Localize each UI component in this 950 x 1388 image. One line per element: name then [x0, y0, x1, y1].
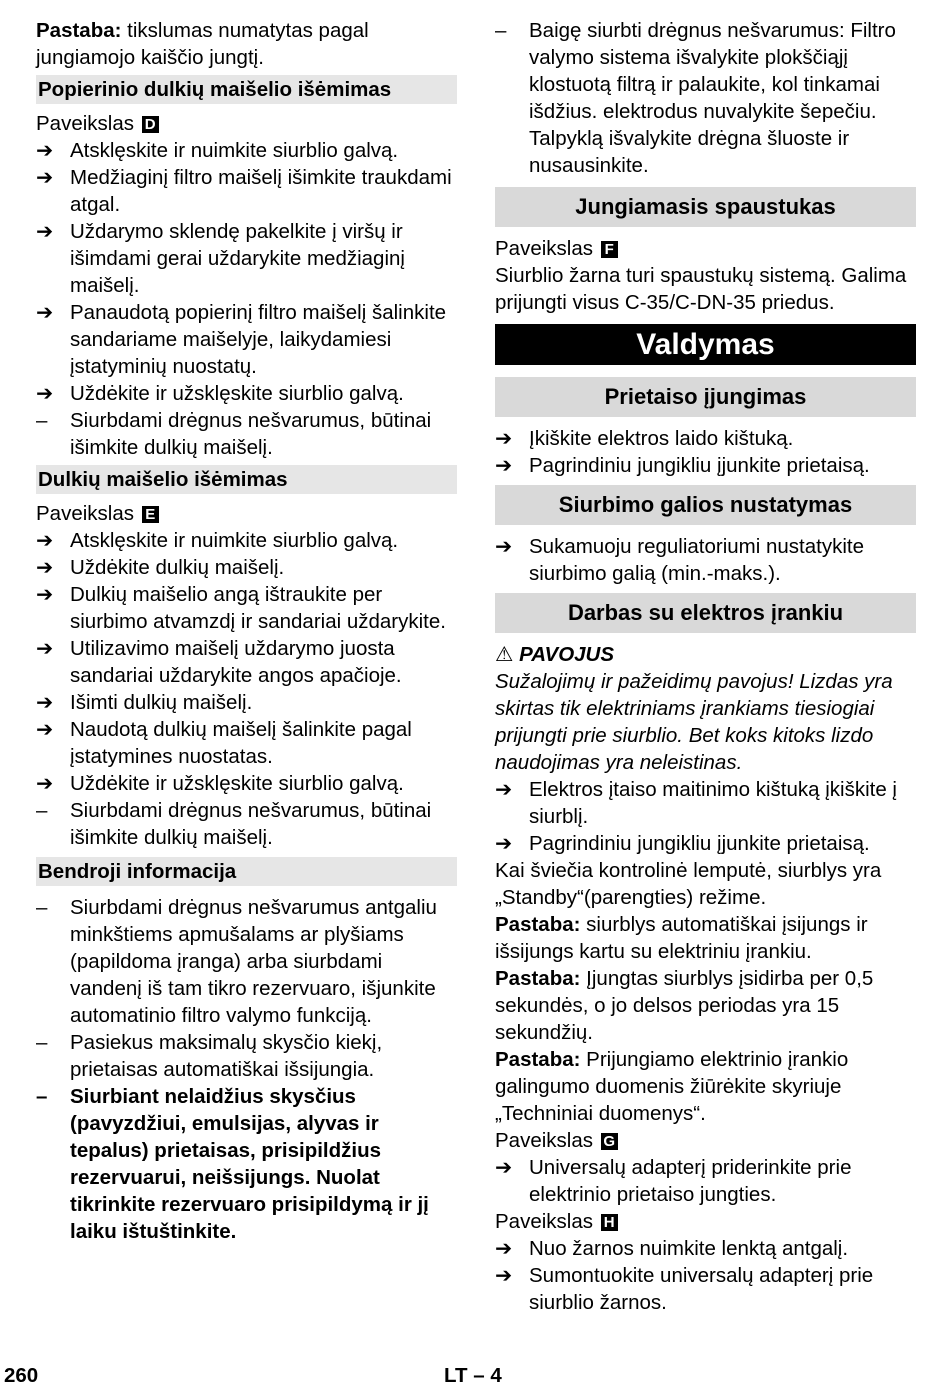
arrow-bullet-icon: ➔ [495, 832, 513, 855]
list-power-tool [495, 776, 916, 857]
chapter-heading: Valdymas [495, 324, 916, 365]
right-column [495, 17, 916, 1316]
list-item [495, 425, 916, 452]
list-item-text: Nuo žarnos nuimkite lenktą antgalį. [529, 1237, 849, 1260]
figure-ref-d: Paveikslas D [36, 110, 457, 137]
arrow-bullet-icon: ➔ [36, 772, 54, 795]
arrow-bullet-icon: ➔ [36, 529, 54, 552]
list-item [36, 527, 457, 554]
list-general-info [36, 894, 457, 1083]
list-item [36, 894, 457, 1029]
list-item-text: Atsklęskite ir nuimkite siurblio galvą. [70, 139, 399, 162]
danger-heading: ⚠ PAVOJUS [495, 643, 615, 666]
list-item-text: Sukamuoju reguliatoriumi nustatykite siurbimo galią (min.-maks.). [529, 535, 864, 585]
list-item-text: Panaudotą popierinį filtro maišelį šalinkite sandariame maišelyje, laikydamiesi įstatyminių nuostatų. [70, 301, 447, 378]
figure-letter-h: H [601, 1214, 618, 1231]
list-switch-on [495, 425, 916, 479]
list-item [495, 1262, 916, 1316]
list-item-text: Uždarymo sklendę pakelkite į viršų ir išimdami gerai uždarykite medžiaginį maišelį. [70, 220, 405, 297]
list-item [36, 797, 457, 851]
list-item [36, 635, 457, 689]
list-item-text: Uždėkite dulkių maišelį. [70, 556, 285, 579]
list-suction-power [495, 533, 916, 587]
list-item [495, 776, 916, 830]
list-item-text: Naudotą dulkių maišelį šalinkite pagal įstatymines nuostatas. [70, 718, 412, 768]
arrow-bullet-icon: ➔ [36, 583, 54, 606]
list-item-text: Dulkių maišelio angą ištraukite per siurbimo atvamzdį ir sandariai uždarykite. [70, 583, 446, 633]
arrow-bullet-icon: ➔ [36, 301, 54, 324]
dash-bullet: – [36, 409, 48, 432]
list-item-text: Medžiaginį filtro maišelį išimkite traukdami atgal. [70, 166, 452, 216]
list-dust-bag [36, 527, 457, 851]
section-heading-clip: Jungiamasis spaustukas [495, 187, 916, 227]
arrow-bullet-icon: ➔ [36, 139, 54, 162]
arrow-bullet-icon: ➔ [36, 166, 54, 189]
list-item-text: Atsklęskite ir nuimkite siurblio galvą. [70, 529, 399, 552]
list-item [36, 218, 457, 299]
section-heading-suction-power: Siurbimo galios nustatymas [495, 485, 916, 525]
figure-ref-h: Paveikslas H [495, 1208, 916, 1235]
list-item [495, 533, 916, 587]
arrow-bullet-icon: ➔ [495, 1237, 513, 1260]
arrow-bullet-icon: ➔ [495, 778, 513, 801]
list-item-text: Elektros įtaiso maitinimo kištuką įkiškite į siurblį. [529, 778, 897, 828]
list-item [36, 137, 457, 164]
arrow-bullet-icon: ➔ [36, 220, 54, 243]
list-item [495, 452, 916, 479]
danger-text: Sužalojimų ir pažeidimų pavojus! Lizdas yra skirtas tik elektriniams įrankiams tiesiogiai prijungti prie siurblio. Bet koks kitoks lizdo naudojimas yra neleistinas. [495, 670, 893, 774]
list-item-text: Siurbdami drėgnus nešvarumus, būtinai išimkite dulkių maišelį. [70, 799, 432, 849]
arrow-bullet-icon: ➔ [36, 637, 54, 660]
list-item [36, 554, 457, 581]
list-item [495, 1235, 916, 1262]
dash-bullet: – [36, 896, 48, 919]
figure-letter-d: D [142, 116, 159, 133]
list-item-text: Pagrindiniu jungikliu įjunkite prietaisą. [529, 832, 870, 855]
figure-letter-g: G [601, 1133, 618, 1150]
section-heading-general-info: Bendroji informacija [36, 857, 457, 886]
list-item [36, 380, 457, 407]
arrow-bullet-icon: ➔ [495, 1264, 513, 1287]
list-item-text: Pasiekus maksimalų skysčio kiekį, prietaisas automatiškai išsijungia. [70, 1031, 383, 1081]
figure-ref-e: Paveikslas E [36, 500, 457, 527]
figure-letter-f: F [601, 241, 618, 258]
list-item [36, 407, 457, 461]
note-2: Pastaba: Įjungtas siurblys įsidirba per 0,5 sekundės, o jo delsos periodas yra 15 sekundžių. [495, 967, 874, 1044]
clip-text: Siurblio žarna turi spaustukų sistemą. Galima prijungti visus C-35/C-DN-35 priedus. [495, 264, 907, 314]
arrow-bullet-icon: ➔ [495, 427, 513, 450]
list-item-text: Uždėkite ir užsklęskite siurblio galvą. [70, 382, 404, 405]
list-item [36, 1029, 457, 1083]
list-figure-h [495, 1235, 916, 1316]
intro-note: Pastaba: tikslumas numatytas pagal jungiamojo kaiščio jungtį. [36, 19, 369, 69]
list-item [36, 299, 457, 380]
list-item-text: Sumontuokite universalų adapterį prie siurblio žarnos. [529, 1264, 874, 1314]
list-item-text: Išimti dulkių maišelį. [70, 691, 253, 714]
list-item-text: Uždėkite ir užsklęskite siurblio galvą. [70, 772, 404, 795]
arrow-bullet-icon: ➔ [495, 1156, 513, 1179]
standby-text: Kai šviečia kontrolinė lemputė, siurblys yra „Standby“(parengties) režime. [495, 859, 882, 909]
arrow-bullet-icon: ➔ [495, 535, 513, 558]
arrow-bullet-icon: ➔ [36, 718, 54, 741]
page-language-index: LT – 4 [444, 1364, 502, 1387]
figure-ref-f: Paveikslas F [495, 235, 916, 262]
list-item [36, 164, 457, 218]
dash-bullet: – [36, 799, 48, 822]
left-column [36, 17, 457, 1245]
list-item-bold-warning: – Siurbiant nelaidžius skysčius (pavyzdžiui, emulsijas, alyvas ir tepalus) prietaisas, prisipildžius rezervuarui, neišsijungs. Nuolat tikrinkite rezervuaro prisipildymą ir jį laiku ištuštinkite. [36, 1085, 429, 1243]
dash-bullet: – [36, 1031, 48, 1054]
list-item [36, 716, 457, 770]
note-1: Pastaba: siurblys automatiškai įsijungs ir išsijungs kartu su elektriniu įrankiu. [495, 913, 868, 963]
figure-ref-g: Paveikslas G [495, 1127, 916, 1154]
arrow-bullet-icon: ➔ [36, 691, 54, 714]
list-item-text: Pagrindiniu jungikliu įjunkite prietaisą. [529, 454, 870, 477]
page-number: 260 [4, 1364, 39, 1387]
list-item-text: Universalų adapterį priderinkite prie elektrinio prietaiso jungties. [529, 1156, 852, 1206]
list-paper-bag [36, 137, 457, 461]
list-item [36, 581, 457, 635]
arrow-bullet-icon: ➔ [36, 556, 54, 579]
section-heading-switch-on: Prietaiso įjungimas [495, 377, 916, 417]
section-heading-power-tool: Darbas su elektros įrankiu [495, 593, 916, 633]
list-item-text: Įkiškite elektros laido kištuką. [529, 427, 794, 450]
list-item-continued: – Baigę siurbti drėgnus nešvarumus: Filtro valymo sistema išvalykite plokščiąjį klostuotą filtrą ir palaukite, kol tinkamai išdžius. elektrodus nuvalykite šepečiu. Talpyklą išvalykite drėgna šluoste ir nusausinkite. [495, 19, 896, 177]
list-item [36, 770, 457, 797]
figure-letter-e: E [142, 506, 159, 523]
arrow-bullet-icon: ➔ [36, 382, 54, 405]
warning-icon: ⚠ [495, 643, 514, 666]
list-item-text: Siurbdami drėgnus nešvarumus, būtinai išimkite dulkių maišelį. [70, 409, 432, 459]
list-item-text: Utilizavimo maišelį uždarymo juosta sandariai uždarykite angos apačioje. [70, 637, 402, 687]
section-heading-paper-bag: Popierinio dulkių maišelio išėmimas [36, 75, 457, 104]
list-item-text: Siurbdami drėgnus nešvarumus antgaliu minkštiems apmušalams ar plyšiams (papildoma įranga) arba siurbdami vandenį iš tam tikro rezervuaro, išjunkite automatinio filtro valymo funkciją. [70, 896, 437, 1027]
list-item [36, 689, 457, 716]
list-figure-g [495, 1154, 916, 1208]
arrow-bullet-icon: ➔ [495, 454, 513, 477]
section-heading-dust-bag: Dulkių maišelio išėmimas [36, 465, 457, 494]
list-item [495, 830, 916, 857]
note-3: Pastaba: Prijungiamo elektrinio įrankio galingumo duomenis žiūrėkite skyriuje „Techniniai duomenys“. [495, 1048, 849, 1125]
list-item [495, 1154, 916, 1208]
